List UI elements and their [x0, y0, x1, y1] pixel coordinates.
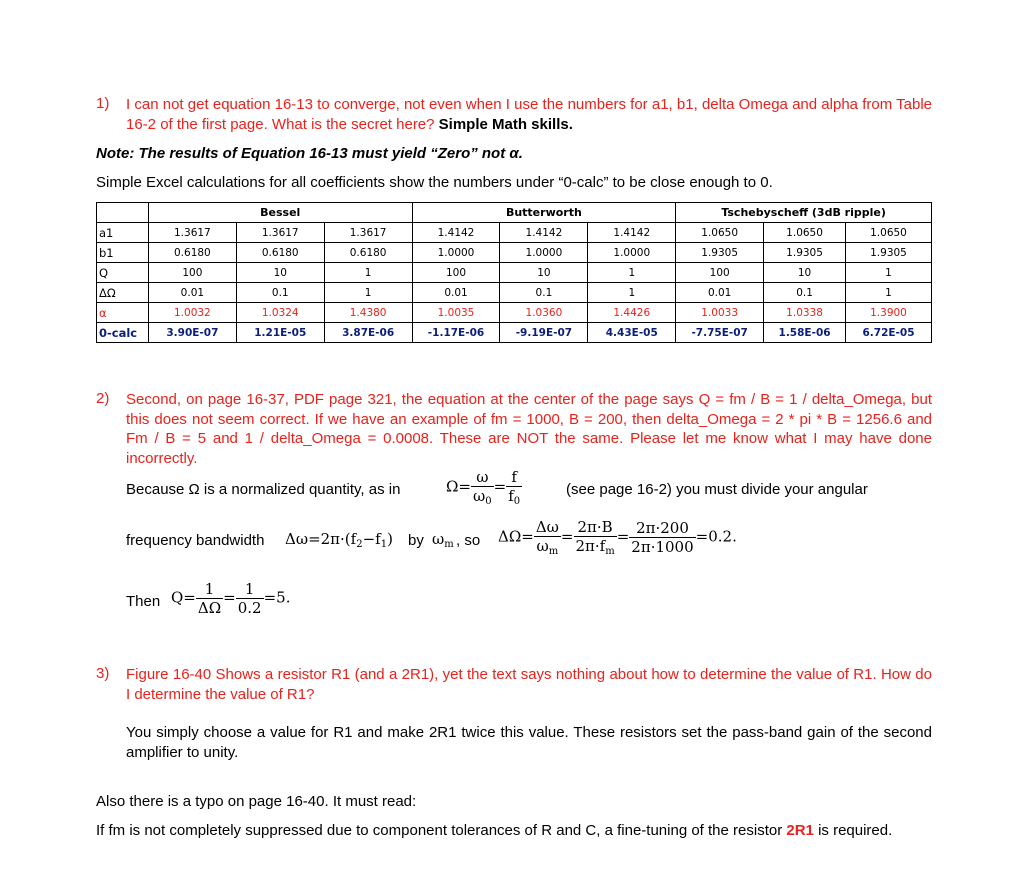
question-2-number: 2)	[96, 390, 110, 407]
table-cell: 1.21E-05	[236, 323, 324, 343]
table-cell: 1.0033	[676, 303, 764, 323]
table-row-q	[97, 263, 932, 283]
table-cell: 0.6180	[324, 243, 412, 263]
table-row-b1	[97, 243, 932, 263]
table-cell: 1	[324, 283, 412, 303]
row-label: 0-calc	[97, 323, 149, 343]
table-cell: 1.0650	[764, 223, 846, 243]
row-label: α	[97, 303, 149, 323]
omega-normalized-equation: Ω= $\frac{\omega}{\omega_0}$ = $\frac{f}{f_0}$	[446, 468, 521, 507]
table-row-alpha	[97, 303, 932, 323]
table-cell: 100	[148, 263, 236, 283]
table-cell: -1.17E-06	[412, 323, 500, 343]
table-cell: 1.4426	[588, 303, 676, 323]
table-cell: 0.1	[764, 283, 846, 303]
delta-omega-equation: ΔΩ= $\frac{\Delta\omega}{\omega_m}$ = $\frac{2\pi\cdot B}{2\pi\cdot f_m}$ = $\frac{2\pi\cdot 200}{2\pi\cdot 1000}$ =0.2.	[498, 518, 737, 557]
question-1-body: I can not get equation 16-13 to converge, not even when I use the numbers for a1, b1, delta Omega and alpha from Table 16-2 of the first page. What is the secret here?	[126, 96, 932, 133]
typo-correction	[96, 821, 932, 841]
table-cell: 6.72E-05	[846, 323, 932, 343]
table-cell: 1	[846, 283, 932, 303]
table-cell: 0.01	[148, 283, 236, 303]
coefficient-table	[96, 202, 932, 343]
table-cell: 1.3617	[148, 223, 236, 243]
table-row-a1	[97, 223, 932, 243]
table-cell: 1.3900	[846, 303, 932, 323]
table-header-row	[97, 203, 932, 223]
table-cell: 1.0000	[412, 243, 500, 263]
table-cell: 1.0324	[236, 303, 324, 323]
question-3-number: 3)	[96, 665, 110, 682]
row-label: Q	[97, 263, 149, 283]
question-2-text: Second, on page 16-37, PDF page 321, the equation at the center of the page says Q = fm / B = 1 / delta_Omega, but this does not seem correct. If we have an example of fm = 1000, B = 200, then delta_Omega = 2 * pi * B = 1256.6 and Fm / B = 5 and 1 / delta_Omega = 0.0008. These are NOT the same. Please let me know what I may have done incorrectly.	[126, 391, 932, 467]
table-cell: 1.4380	[324, 303, 412, 323]
freq-text-b: by	[408, 532, 424, 549]
table-cell: 0.01	[412, 283, 500, 303]
table-cell: 1	[588, 263, 676, 283]
table-cell: 10	[764, 263, 846, 283]
table-row-0-calc	[97, 323, 932, 343]
table-cell: 1.9305	[676, 243, 764, 263]
table-cell: 10	[500, 263, 588, 283]
table-cell: 1.9305	[846, 243, 932, 263]
because-text-b: (see page 16-2) you must divide your angular	[566, 481, 868, 498]
table-cell: 1	[324, 263, 412, 283]
row-label: ΔΩ	[97, 283, 149, 303]
table-cell: 3.87E-06	[324, 323, 412, 343]
typo-text-b: is required.	[818, 822, 893, 839]
question-3-answer: You simply choose a value for R1 and make 2R1 twice this value. These resistors set the pass-band gain of the second amplifier to unity.	[126, 724, 932, 761]
table-cell: 0.6180	[148, 243, 236, 263]
question-1-number: 1)	[96, 95, 110, 112]
question-1-answer: Simple Math skills.	[438, 115, 573, 133]
table-cell: -7.75E-07	[676, 323, 764, 343]
table-cell: 1.4142	[588, 223, 676, 243]
freq-text-c: , so	[456, 532, 481, 549]
table-cell: 1.4142	[500, 223, 588, 243]
table-cell: 1.0000	[500, 243, 588, 263]
table-cell: 0.01	[676, 283, 764, 303]
table-cell: 3.90E-07	[148, 323, 236, 343]
note-zero: Note: The results of Equation 16-13 must yield “Zero” not α.	[96, 145, 523, 162]
table-cell: 1.0032	[148, 303, 236, 323]
question-1-text	[126, 95, 932, 134]
because-text-a: Because Ω is a normalized quantity, as in	[126, 481, 401, 498]
typo-text-a: If fm is not completely suppressed due to component tolerances of R and C, a fine-tuning of the resistor	[96, 822, 783, 839]
table-cell: 4.43E-05	[588, 323, 676, 343]
header-butterworth: Butterworth	[412, 203, 676, 223]
freq-text-a: frequency bandwidth	[126, 532, 265, 549]
table-cell: 1.4142	[412, 223, 500, 243]
table-cell: 1.9305	[764, 243, 846, 263]
table-cell: 1.0650	[676, 223, 764, 243]
table-cell: 1.0000	[588, 243, 676, 263]
excel-intro: Simple Excel calculations for all coefficients show the numbers under “0-calc” to be close enough to 0.	[96, 174, 773, 191]
table-cell: 1.0360	[500, 303, 588, 323]
header-bessel: Bessel	[148, 203, 412, 223]
bandwidth-equation: $\Delta\omega=2\pi\cdot(f_2-f_1)$	[285, 530, 393, 550]
table-cell: 1.3617	[236, 223, 324, 243]
table-cell: 1.0650	[846, 223, 932, 243]
typo-intro: Also there is a typo on page 16-40. It must read:	[96, 793, 417, 810]
table-cell: 100	[412, 263, 500, 283]
row-label: a1	[97, 223, 149, 243]
table-cell: 1.0035	[412, 303, 500, 323]
omega-m-symbol: $\omega_m$	[432, 530, 454, 550]
resistor-2r1-highlight: 2R1	[786, 822, 814, 839]
question-3-text: Figure 16-40 Shows a resistor R1 (and a 2R1), yet the text says nothing about how to determine the value of R1. How do I determine the value of R1?	[126, 666, 932, 703]
table-cell: 1.58E-06	[764, 323, 846, 343]
header-tschebyscheff: Tschebyscheff (3dB ripple)	[676, 203, 932, 223]
table-cell: 0.1	[500, 283, 588, 303]
q-result-equation: Q= $\frac{1}{\Delta\Omega}$ = $\frac{1}{0.2}$ =5.	[171, 580, 291, 617]
then-text: Then	[126, 593, 161, 610]
table-cell: 10	[236, 263, 324, 283]
table-cell: -9.19E-07	[500, 323, 588, 343]
table-cell: 1.0338	[764, 303, 846, 323]
table-cell: 100	[676, 263, 764, 283]
table-row-delta-omega	[97, 283, 932, 303]
table-cell: 0.1	[236, 283, 324, 303]
row-label: b1	[97, 243, 149, 263]
table-cell: 1.3617	[324, 223, 412, 243]
table-cell: 0.6180	[236, 243, 324, 263]
table-cell: 1	[588, 283, 676, 303]
table-cell: 1	[846, 263, 932, 283]
